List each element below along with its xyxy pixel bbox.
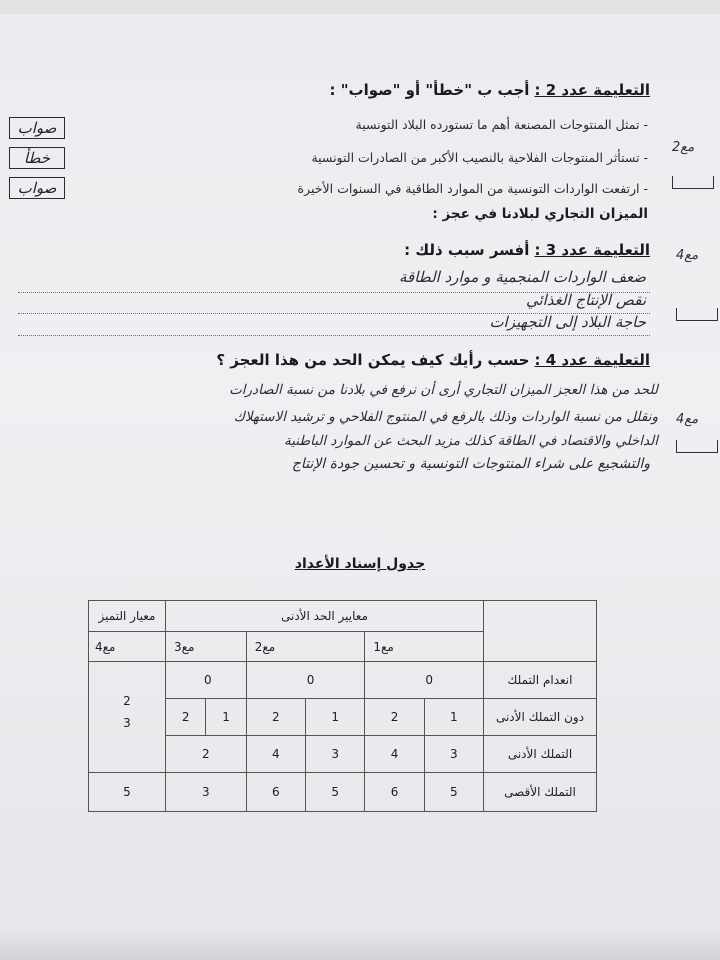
cell-below-c1a: 1: [424, 699, 483, 736]
criterion-4: مع4: [89, 631, 166, 662]
q3-answer-1: ضعف الواردات المنجمية و موارد الطاقة: [398, 268, 646, 286]
cell-max-c3: 3: [166, 773, 247, 812]
q2-heading: [329, 80, 650, 99]
cell-max-c2b: 6: [246, 773, 305, 812]
q2-note: الميزان التجاري لبلادنا في عجز :: [432, 206, 648, 222]
q2-margin-bracket: [672, 176, 714, 189]
table-row: [89, 601, 597, 632]
q3-answer-3: حاجة البلاد إلى التجهيزات: [489, 313, 646, 331]
cell-none-c2: 0: [246, 662, 365, 699]
q4-title: التعليمة عدد 4 :: [534, 351, 650, 369]
criterion-3: مع3: [166, 631, 247, 662]
q3-answer-2: نقص الإنتاج الغذائي: [525, 291, 646, 309]
grading-table: [88, 600, 597, 812]
q2-item-2: - تستأثر المنتوجات الفلاحية بالنصيب الأكبر من الصادرات التونسية: [311, 150, 648, 165]
cell-none-c1: 0: [365, 662, 484, 699]
excellence-value-2: 3: [123, 716, 131, 731]
q2-answer-box-2: خطأ: [9, 147, 65, 169]
excellence-value-1: 2: [123, 694, 131, 709]
criterion-1: مع1: [365, 631, 484, 662]
q4-margin-bracket: [676, 440, 718, 453]
cell-min-c2a: 3: [306, 736, 365, 773]
cell-min-c2b: 4: [246, 736, 305, 773]
q4-margin-mark: مع4: [676, 412, 699, 427]
cell-below-c2b: 2: [246, 699, 305, 736]
cell-below-c2a: 1: [306, 699, 365, 736]
table-row: [89, 699, 597, 736]
criterion-2: مع2: [246, 631, 365, 662]
row-label-below-min: دون التملك الأدنى: [484, 699, 597, 736]
q3-instruction: أفسر سبب ذلك :: [404, 241, 530, 259]
cell-none-c3: 0: [166, 662, 247, 699]
cell-min-c1a: 3: [424, 736, 483, 773]
cell-max-c2a: 5: [306, 773, 365, 812]
cell-max-c1b: 6: [365, 773, 424, 812]
q2-answer-box-1: صواب: [9, 117, 65, 139]
table-row: [89, 773, 597, 812]
q4-heading: [216, 350, 650, 369]
min-criteria-header: معايير الحد الأدنى: [166, 601, 484, 632]
q3-margin-mark: مع4: [676, 248, 699, 263]
row-header-empty: [484, 601, 597, 662]
row-label-max: التملك الأقصى: [484, 773, 597, 812]
cell-max-c1a: 5: [424, 773, 483, 812]
cell-max-excellence: 5: [89, 773, 166, 812]
cell-below-c3b: 2: [166, 699, 206, 736]
q2-item-1: - تمثل المنتوجات المصنعة أهم ما تستورده البلاد التونسية: [355, 117, 648, 132]
grading-caption: جدول إسناد الأعداد: [294, 556, 426, 572]
q4-answer-line-2: ونقلل من نسبة الواردات وذلك بالرفع في المنتوج الفلاحي و ترشيد الاستهلاك: [233, 409, 658, 425]
row-label-none: انعدام التملك: [484, 662, 597, 699]
table-row: [89, 662, 597, 699]
q2-instruction: أجب ب "خطأ" أو "صواب" :: [329, 81, 530, 99]
cell-min-c1b: 4: [365, 736, 424, 773]
q4-answer-line-1: للحد من هذا العجز الميزان التجاري أرى أن نرفع في بلادنا من نسبة الصادرات: [229, 382, 658, 398]
cell-excellence-mid: [89, 662, 166, 773]
q3-heading: [404, 240, 650, 259]
cell-min-c3: 2: [166, 736, 247, 773]
q3-title: التعليمة عدد 3 :: [534, 241, 650, 259]
q2-margin-mark: مع2: [672, 140, 695, 155]
q3-margin-bracket: [676, 308, 718, 321]
excellence-header: معيار التميز: [89, 601, 166, 632]
table-row: [89, 736, 597, 773]
q4-answer-line-4: والتشجيع على شراء المنتوجات التونسية و تحسين جودة الإنتاج: [291, 456, 650, 472]
bottom-shadow: [0, 930, 720, 960]
q2-item-3: - ارتفعت الواردات التونسية من الموارد الطاقية في السنوات الأخيرة: [297, 181, 648, 196]
q3-dotted-line-3: [18, 335, 650, 336]
q4-instruction: حسب رأيك كيف يمكن الحد من هذا العجز ؟: [216, 351, 530, 369]
q2-answer-box-3: صواب: [9, 177, 65, 199]
cell-below-c3a: 1: [206, 699, 246, 736]
cell-below-c1b: 2: [365, 699, 424, 736]
row-label-min: التملك الأدنى: [484, 736, 597, 773]
q4-answer-line-3: الداخلي والاقتصاد في الطاقة كذلك مزيد البحث عن الموارد الباطنية: [283, 433, 658, 449]
q2-title: التعليمة عدد 2 :: [534, 81, 650, 99]
